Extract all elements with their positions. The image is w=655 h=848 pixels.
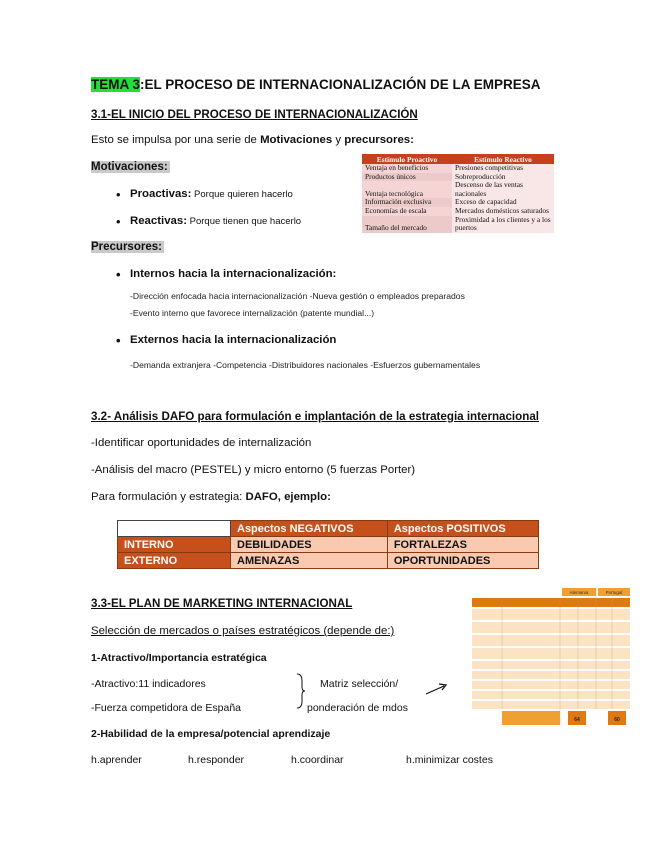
- habilidad-coordinar: h.coordinar: [291, 754, 344, 766]
- dafo-amenazas: AMENAZAS: [231, 553, 388, 569]
- stim-cell: Ventaja en beneficios: [362, 164, 452, 173]
- matrix-country-b: Portugal: [605, 590, 623, 595]
- s32-line-3: [91, 491, 331, 503]
- dafo-label-interno: INTERNO: [118, 537, 231, 553]
- stim-cell: Descenso de las ventas nacionales: [452, 181, 554, 198]
- atractivo-heading: 1-Atractivo/Importancia estratégica: [91, 652, 267, 664]
- internos-line-1: -Dirección enfocada hacia internacionalización -Nueva gestión o empleados preparados: [130, 291, 465, 301]
- table-row: [362, 181, 554, 198]
- matrix-total-a: 64: [574, 717, 580, 723]
- page-title: [91, 77, 541, 92]
- matrix-country-a: Alemania: [569, 590, 589, 595]
- stim-header-proactive: Estímulo Proactivo: [362, 154, 452, 164]
- atractivo-text: -Atractivo:11 indicadores: [91, 678, 206, 690]
- stim-cell: Proximidad a los clientes y a los puertos: [452, 216, 554, 233]
- title-highlight: TEMA 3: [91, 77, 141, 92]
- habilidad-responder: h.responder: [188, 754, 245, 766]
- reactivas-text: Porque tienen que hacerlo: [187, 216, 302, 227]
- intro-text-a: Esto se impulsa por una serie de: [91, 134, 261, 146]
- proactivas-text: Porque quieren hacerlo: [191, 189, 293, 200]
- stim-cell: Economías de escala: [362, 207, 452, 216]
- dafo-row-externo: [118, 553, 539, 569]
- motivaciones-label: Motivaciones:: [91, 161, 168, 173]
- section-3-2-heading: 3.2- Análisis DAFO para formulación e implantación de la estrategia internacional: [91, 410, 539, 423]
- stim-cell: Información exclusiva: [362, 198, 452, 207]
- dafo-blank-cell: [118, 521, 231, 537]
- brace-icon: [296, 673, 306, 709]
- stim-cell: Tamaño del mercado: [362, 216, 452, 233]
- externos-line-1: -Demanda extranjera -Competencia -Distribuidores nacionales -Esfuerzos gubernamentales: [130, 360, 481, 370]
- intro-text-d: precursores:: [344, 134, 414, 146]
- dafo-fortalezas: FORTALEZAS: [387, 537, 538, 553]
- stim-cell: Mercados domésticos saturados: [452, 207, 554, 216]
- stim-cell: Presiones competitivas: [452, 164, 554, 173]
- s32-line-1: -Identificar oportunidades de internalización: [91, 437, 312, 449]
- intro-text-c: y: [332, 134, 345, 146]
- internos-line-2: -Evento interno que favorece internalización (patente mundial...): [130, 308, 375, 318]
- stimulus-table: [362, 154, 554, 233]
- dafo-debilidades: DEBILIDADES: [231, 537, 388, 553]
- matriz-line-1: Matriz selección/: [320, 678, 399, 690]
- precursores-label: Precursores:: [91, 241, 162, 253]
- habilidad-minimizar-costes: h.minimizar costes: [406, 754, 493, 766]
- section-3-3-heading: 3.3-EL PLAN DE MARKETING INTERNACIONAL: [91, 597, 353, 610]
- s32-line-3-bold: DAFO, ejemplo:: [245, 491, 331, 503]
- arrow-icon: [425, 683, 447, 695]
- stim-cell: Exceso de capacidad: [452, 198, 554, 207]
- intro-text-b: Motivaciones: [260, 134, 333, 146]
- table-row: [362, 216, 554, 233]
- fuerza-text: -Fuerza competidora de España: [91, 702, 241, 714]
- title-rest: :EL PROCESO DE INTERNACIONALIZACIÓN DE LA EMPRESA: [140, 77, 541, 92]
- s32-line-2: -Análisis del macro (PESTEL) y micro entorno (5 fuerzas Porter): [91, 464, 416, 476]
- habilidad-heading: 2-Habilidad de la empresa/potencial aprendizaje: [91, 728, 331, 740]
- bullet-proactivas: [130, 188, 293, 200]
- matrix-total-b: 60: [614, 717, 620, 723]
- s32-line-3-text: Para formulación y estrategia:: [91, 491, 246, 503]
- stim-cell: Productos únicos: [362, 173, 452, 182]
- bullet-externos: • Externos hacia la internacionalización: [130, 334, 336, 346]
- seleccion-text: Selección de mercados o países estratégicos (depende de:): [91, 625, 395, 637]
- dafo-oportunidades: OPORTUNIDADES: [387, 553, 538, 569]
- reactivas-bold: Reactivas:: [130, 215, 187, 227]
- stim-header-reactive: Estímulo Reactivo: [452, 154, 554, 164]
- bullet-reactivas: [130, 215, 301, 227]
- dafo-header-negativos: Aspectos NEGATIVOS: [231, 521, 388, 537]
- habilidad-aprender: h.aprender: [91, 754, 142, 766]
- selection-matrix-image: [472, 588, 630, 730]
- s31-intro: [91, 134, 414, 146]
- dafo-table: [117, 520, 539, 569]
- stim-cell: Ventaja tecnológica: [362, 181, 452, 198]
- stim-cell: Sobreproducción: [452, 173, 554, 182]
- bullet-internos: • Internos hacia la internacionalización:: [130, 268, 336, 280]
- dafo-header-row: [118, 521, 539, 537]
- dafo-row-interno: [118, 537, 539, 553]
- matriz-line-2: ponderación de mdos: [307, 702, 408, 714]
- proactivas-bold: Proactivas:: [130, 188, 192, 200]
- section-3-1-heading: 3.1-EL INICIO DEL PROCESO DE INTERNACIONALIZACIÓN: [91, 108, 418, 121]
- dafo-label-externo: EXTERNO: [118, 553, 231, 569]
- dafo-header-positivos: Aspectos POSITIVOS: [387, 521, 538, 537]
